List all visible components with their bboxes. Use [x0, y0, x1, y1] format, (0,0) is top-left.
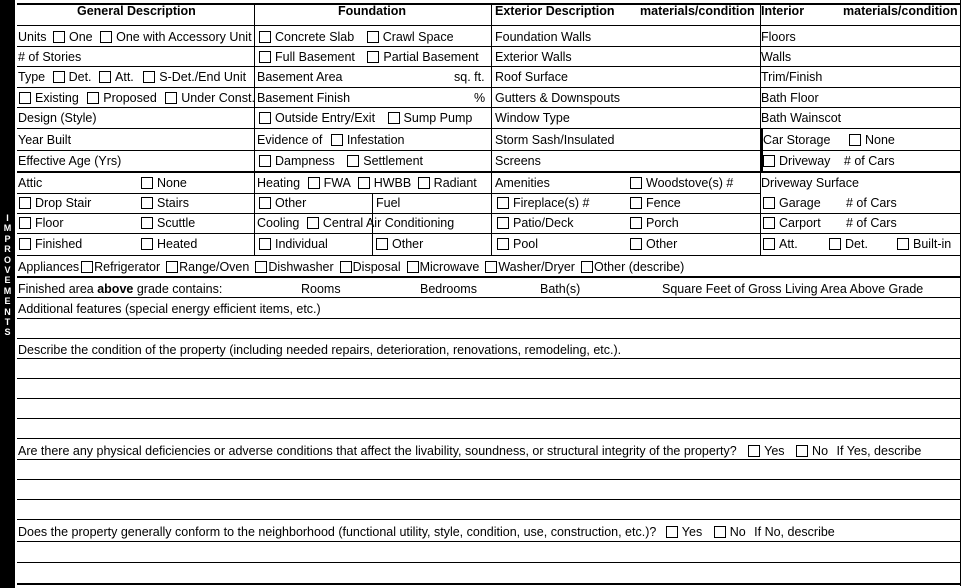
row-line — [17, 255, 960, 256]
type-att-label: Att. — [115, 70, 134, 84]
attic-floor-checkbox[interactable] — [19, 217, 31, 229]
units-label: Units — [18, 30, 47, 44]
bath-floor-label: Bath Floor — [761, 91, 819, 105]
side-letter: M — [3, 223, 12, 234]
garage-att — [763, 237, 798, 251]
garage-det-label: Det. — [845, 237, 868, 251]
type-det-label: Det. — [68, 70, 92, 84]
gla-sqft-label: Square Feet of Gross Living Area Above Grade — [662, 282, 924, 296]
basement-area-label: Basement Area — [257, 70, 343, 84]
stairs-label: Stairs — [157, 196, 189, 210]
outside-entry-checkbox[interactable] — [259, 112, 271, 124]
microwave-checkbox[interactable] — [407, 261, 419, 273]
row-line — [17, 66, 960, 67]
header-divider — [17, 25, 960, 26]
side-letter: N — [4, 306, 11, 317]
garage-builtin — [897, 237, 951, 251]
status-row — [19, 91, 255, 105]
finished-area-label — [18, 282, 222, 296]
side-letter: E — [4, 296, 11, 307]
foundation-row-5 — [259, 111, 472, 125]
carport-cars-label: # of Cars — [846, 216, 897, 230]
foundation-row-2 — [259, 50, 479, 64]
pool — [497, 237, 538, 251]
foundation-walls-label: Foundation Walls — [495, 30, 592, 44]
porch-label: Porch — [646, 216, 679, 230]
deficiencies-no-checkbox[interactable] — [796, 445, 808, 457]
side-letter: P — [4, 233, 11, 244]
side-letter: M — [3, 285, 12, 296]
side-letter: V — [4, 265, 11, 276]
header-interior: Interior — [761, 4, 805, 18]
dampness-label: Dampness — [275, 154, 335, 168]
deficiencies-row — [18, 444, 921, 458]
attic-finished-checkbox[interactable] — [19, 238, 31, 250]
concrete-slab-checkbox[interactable] — [259, 31, 271, 43]
text-line — [17, 519, 960, 520]
proposed-label: Proposed — [103, 91, 157, 105]
garage-builtin-label: Built-in — [913, 237, 952, 251]
roof-surface-label: Roof Surface — [495, 70, 568, 84]
drop-stair — [19, 196, 91, 210]
full-basement-checkbox[interactable] — [259, 51, 271, 63]
carport-checkbox[interactable] — [763, 217, 775, 229]
garage-builtin-checkbox[interactable] — [897, 238, 909, 250]
hwbb-checkbox[interactable] — [358, 177, 370, 189]
trim-label: Trim/Finish — [761, 70, 823, 84]
row-line — [17, 233, 960, 234]
row-line — [17, 46, 960, 47]
porch-checkbox[interactable] — [630, 217, 642, 229]
partial-basement-checkbox[interactable] — [367, 51, 379, 63]
appliance-other-checkbox[interactable] — [581, 261, 593, 273]
basement-sqft-unit: sq. ft. — [454, 70, 485, 84]
fence-checkbox[interactable] — [630, 197, 642, 209]
crawl-space-checkbox[interactable] — [367, 31, 379, 43]
side-letter: I — [6, 213, 9, 223]
patio-checkbox[interactable] — [497, 217, 509, 229]
fuel-label: Fuel — [376, 196, 401, 210]
conform-yes-checkbox[interactable] — [666, 526, 678, 538]
type-att-checkbox[interactable] — [99, 71, 111, 83]
side-letter: R — [4, 244, 11, 255]
finished-area-suffix: grade contains: — [133, 282, 223, 296]
type-sdet-label: S-Det./End Unit — [159, 70, 247, 84]
units-accessory-label: One with Accessory Unit — [116, 30, 252, 44]
section-divider — [17, 276, 960, 278]
cooling-label: Cooling — [257, 216, 300, 230]
deficiencies-describe: If Yes, describe — [836, 444, 922, 458]
conform-no-label: No — [729, 525, 746, 539]
header-exterior-description: Exterior Description — [495, 4, 615, 18]
refrigerator-checkbox[interactable] — [81, 261, 93, 273]
stories-label: # of Stories — [18, 50, 82, 64]
deficiencies-no-label: No — [812, 444, 829, 458]
col-divider — [491, 3, 492, 255]
screens-label: Screens — [495, 154, 541, 168]
dampness-checkbox[interactable] — [259, 155, 271, 167]
fwa-label: FWA — [323, 176, 351, 190]
cooling-other-label: Other — [392, 237, 424, 251]
garage-row — [763, 196, 821, 210]
side-letter: T — [4, 317, 11, 328]
garage-det-checkbox[interactable] — [829, 238, 841, 250]
disposal-checkbox[interactable] — [340, 261, 352, 273]
fence — [630, 196, 681, 210]
infestation-checkbox[interactable] — [331, 134, 343, 146]
radiant-checkbox[interactable] — [418, 177, 430, 189]
window-type-label: Window Type — [495, 111, 570, 125]
driveway-label: Driveway — [779, 154, 831, 168]
washer-dryer-checkbox[interactable] — [485, 261, 497, 273]
scuttle-checkbox[interactable] — [141, 217, 153, 229]
finished-area-prefix: Finished area — [18, 282, 98, 296]
patio-label: Patio/Deck — [513, 216, 574, 230]
infestation-label: Infestation — [346, 133, 405, 147]
text-line — [17, 438, 960, 439]
side-letter: O — [3, 254, 11, 265]
fwa-checkbox[interactable] — [308, 177, 320, 189]
woodstove — [630, 176, 733, 190]
pool-label: Pool — [513, 237, 539, 251]
additional-features-label: Additional features (special energy efficient items, etc.) — [18, 302, 321, 316]
attic-finished-label: Finished — [35, 237, 83, 251]
type-row — [18, 70, 246, 84]
dishwasher-checkbox[interactable] — [255, 261, 267, 273]
central-air-label: Central Air Conditioning — [322, 216, 455, 230]
fireplace-checkbox[interactable] — [497, 197, 509, 209]
row-line — [17, 107, 960, 108]
bath-wainscot-label: Bath Wainscot — [761, 111, 842, 125]
range-oven-checkbox[interactable] — [166, 261, 178, 273]
conform-row — [18, 525, 835, 539]
row-line — [17, 297, 960, 298]
sump-pump-checkbox[interactable] — [388, 112, 400, 124]
heating-label: Heating — [257, 176, 301, 190]
conform-describe: If No, describe — [754, 525, 835, 539]
heating-other-checkbox[interactable] — [259, 197, 271, 209]
conform-no-checkbox[interactable] — [714, 526, 726, 538]
header-interior-materials: materials/condition — [843, 4, 958, 18]
existing-checkbox[interactable] — [19, 92, 31, 104]
row-line — [17, 213, 960, 214]
text-line — [17, 418, 960, 419]
amenities-other-checkbox[interactable] — [630, 238, 642, 250]
improvements-sidebar — [0, 0, 15, 588]
car-storage-none-checkbox[interactable] — [849, 134, 861, 146]
refrigerator-label: Refrigerator — [94, 260, 161, 274]
hwbb-label: HWBB — [373, 176, 412, 190]
text-line — [17, 398, 960, 399]
individual — [259, 237, 328, 251]
amenities-label: Amenities — [495, 176, 550, 190]
heating-other-label: Other — [275, 196, 307, 210]
attic-label: Attic — [18, 176, 43, 190]
concrete-slab-label: Concrete Slab — [275, 30, 355, 44]
garage-label: Garage — [779, 196, 821, 210]
header-foundation: Foundation — [338, 4, 407, 18]
floors-label: Floors — [761, 30, 796, 44]
bedrooms-label: Bedrooms — [420, 282, 477, 296]
washer-dryer-label: Washer/Dryer — [498, 260, 575, 274]
outside-entry-label: Outside Entry/Exit — [275, 111, 376, 125]
appliance-other-label: Other (describe) — [593, 260, 685, 274]
garage-att-checkbox[interactable] — [763, 238, 775, 250]
porch — [630, 216, 679, 230]
row-line — [17, 193, 760, 194]
driveway-cars-label: # of Cars — [843, 154, 895, 168]
foundation-row-1 — [259, 30, 454, 44]
attic-finished — [19, 237, 82, 251]
walls-label: Walls — [761, 50, 792, 64]
exterior-walls-label: Exterior Walls — [495, 50, 572, 64]
basement-finish-label: Basement Finish — [257, 91, 351, 105]
text-line — [17, 541, 960, 542]
foundation-row-7 — [259, 154, 423, 168]
units-row — [18, 30, 252, 44]
driveway-checkbox[interactable] — [763, 155, 775, 167]
deficiencies-yes-checkbox[interactable] — [748, 445, 760, 457]
garage-att-label: Att. — [779, 237, 798, 251]
attic-floor — [19, 216, 63, 230]
deficiencies-question: Are there any physical deficiencies or adverse conditions that affect the livability, soundness, or structural integrity of the property? — [18, 444, 737, 458]
scuttle — [141, 216, 195, 230]
heated — [141, 237, 197, 251]
year-built-label: Year Built — [18, 133, 72, 147]
text-line — [17, 479, 960, 480]
driveway-surface-label: Driveway Surface — [761, 176, 859, 190]
units-one-label: One — [68, 30, 93, 44]
central-air-checkbox[interactable] — [307, 217, 319, 229]
drop-stair-checkbox[interactable] — [19, 197, 31, 209]
deficiencies-yes-label: Yes — [764, 444, 785, 458]
car-storage-none-label: None — [865, 133, 895, 147]
cooling-other — [376, 237, 423, 251]
type-label: Type — [18, 70, 46, 84]
crawl-space-label: Crawl Space — [382, 30, 454, 44]
microwave-label: Microwave — [419, 260, 480, 274]
cooling-other-checkbox[interactable] — [376, 238, 388, 250]
design-style-label: Design (Style) — [18, 111, 97, 125]
radiant-label: Radiant — [433, 176, 477, 190]
rooms-label: Rooms — [301, 282, 341, 296]
heating-other — [259, 196, 306, 210]
conform-question: Does the property generally conform to the neighborhood (functional utility, style, condition, use, construction, etc.)? — [18, 525, 657, 539]
row-line — [17, 87, 960, 88]
existing-label: Existing — [35, 91, 79, 105]
appliances-row — [18, 260, 684, 274]
partial-basement-label: Partial Basement — [383, 50, 479, 64]
amenities-other — [630, 237, 677, 251]
full-basement-label: Full Basement — [275, 50, 355, 64]
attic-none — [141, 176, 187, 190]
appliances-label: Appliances — [18, 260, 80, 274]
effective-age-label: Effective Age (Yrs) — [18, 154, 122, 168]
heated-checkbox[interactable] — [141, 238, 153, 250]
type-det-checkbox[interactable] — [53, 71, 65, 83]
improvements-side-label — [0, 213, 15, 338]
header-exterior-materials: materials/condition — [640, 4, 755, 18]
conform-yes-label: Yes — [681, 525, 703, 539]
text-line — [17, 358, 960, 359]
disposal-label: Disposal — [352, 260, 401, 274]
row-line — [17, 128, 960, 129]
garage-det — [829, 237, 868, 251]
finished-area-above: above — [97, 282, 134, 296]
row-line — [17, 150, 960, 151]
improvements-form — [17, 0, 961, 586]
range-oven-label: Range/Oven — [179, 260, 250, 274]
side-letter: S — [4, 327, 11, 338]
header-general-description: General Description — [77, 4, 196, 18]
section-divider — [17, 171, 960, 173]
text-line — [17, 338, 960, 339]
settlement-label: Settlement — [363, 154, 423, 168]
evidence-row — [257, 133, 405, 147]
sump-pump-label: Sump Pump — [403, 111, 473, 125]
patio — [497, 216, 573, 230]
text-line — [17, 459, 960, 460]
units-one-checkbox[interactable] — [53, 31, 65, 43]
attic-floor-label: Floor — [35, 216, 64, 230]
garage-checkbox[interactable] — [763, 197, 775, 209]
text-line — [17, 562, 960, 563]
type-sdet-checkbox[interactable] — [143, 71, 155, 83]
stairs-checkbox[interactable] — [141, 197, 153, 209]
pool-checkbox[interactable] — [497, 238, 509, 250]
attic-none-checkbox[interactable] — [141, 177, 153, 189]
text-line — [17, 318, 960, 319]
woodstove-checkbox[interactable] — [630, 177, 642, 189]
amenities-other-label: Other — [646, 237, 678, 251]
bottom-border — [17, 583, 960, 585]
fireplace-label: Fireplace(s) # — [513, 196, 590, 210]
text-line — [17, 378, 960, 379]
carport-label: Carport — [779, 216, 821, 230]
baths-label: Bath(s) — [540, 282, 581, 296]
gutters-label: Gutters & Downspouts — [495, 91, 621, 105]
under-const-label: Under Const. — [181, 91, 255, 105]
individual-checkbox[interactable] — [259, 238, 271, 250]
storm-sash-label: Storm Sash/Insulated — [495, 133, 615, 147]
col-divider — [254, 3, 255, 255]
settlement-checkbox[interactable] — [347, 155, 359, 167]
fireplace — [497, 196, 589, 210]
under-const-checkbox[interactable] — [165, 92, 177, 104]
car-storage-label: Car Storage — [763, 133, 831, 147]
carport-row — [763, 216, 821, 230]
driveway-row — [763, 154, 895, 168]
proposed-checkbox[interactable] — [87, 92, 99, 104]
units-accessory-checkbox[interactable] — [100, 31, 112, 43]
heated-label: Heated — [157, 237, 198, 251]
stairs — [141, 196, 189, 210]
car-storage-none — [849, 133, 895, 147]
individual-label: Individual — [275, 237, 328, 251]
condition-label: Describe the condition of the property (including needed repairs, deterioration, renovations, remodeling, etc.). — [18, 343, 622, 357]
garage-cars-label: # of Cars — [846, 196, 897, 210]
fence-label: Fence — [646, 196, 681, 210]
scuttle-label: Scuttle — [157, 216, 196, 230]
heating-row — [257, 176, 477, 190]
evidence-of-label: Evidence of — [257, 133, 323, 147]
woodstove-label: Woodstove(s) # — [646, 176, 734, 190]
side-letter: E — [4, 275, 11, 286]
drop-stair-label: Drop Stair — [35, 196, 92, 210]
attic-none-label: None — [157, 176, 187, 190]
cooling-row — [257, 216, 454, 230]
dishwasher-label: Dishwasher — [268, 260, 334, 274]
basement-finish-pct: % — [474, 91, 486, 105]
text-line — [17, 499, 960, 500]
